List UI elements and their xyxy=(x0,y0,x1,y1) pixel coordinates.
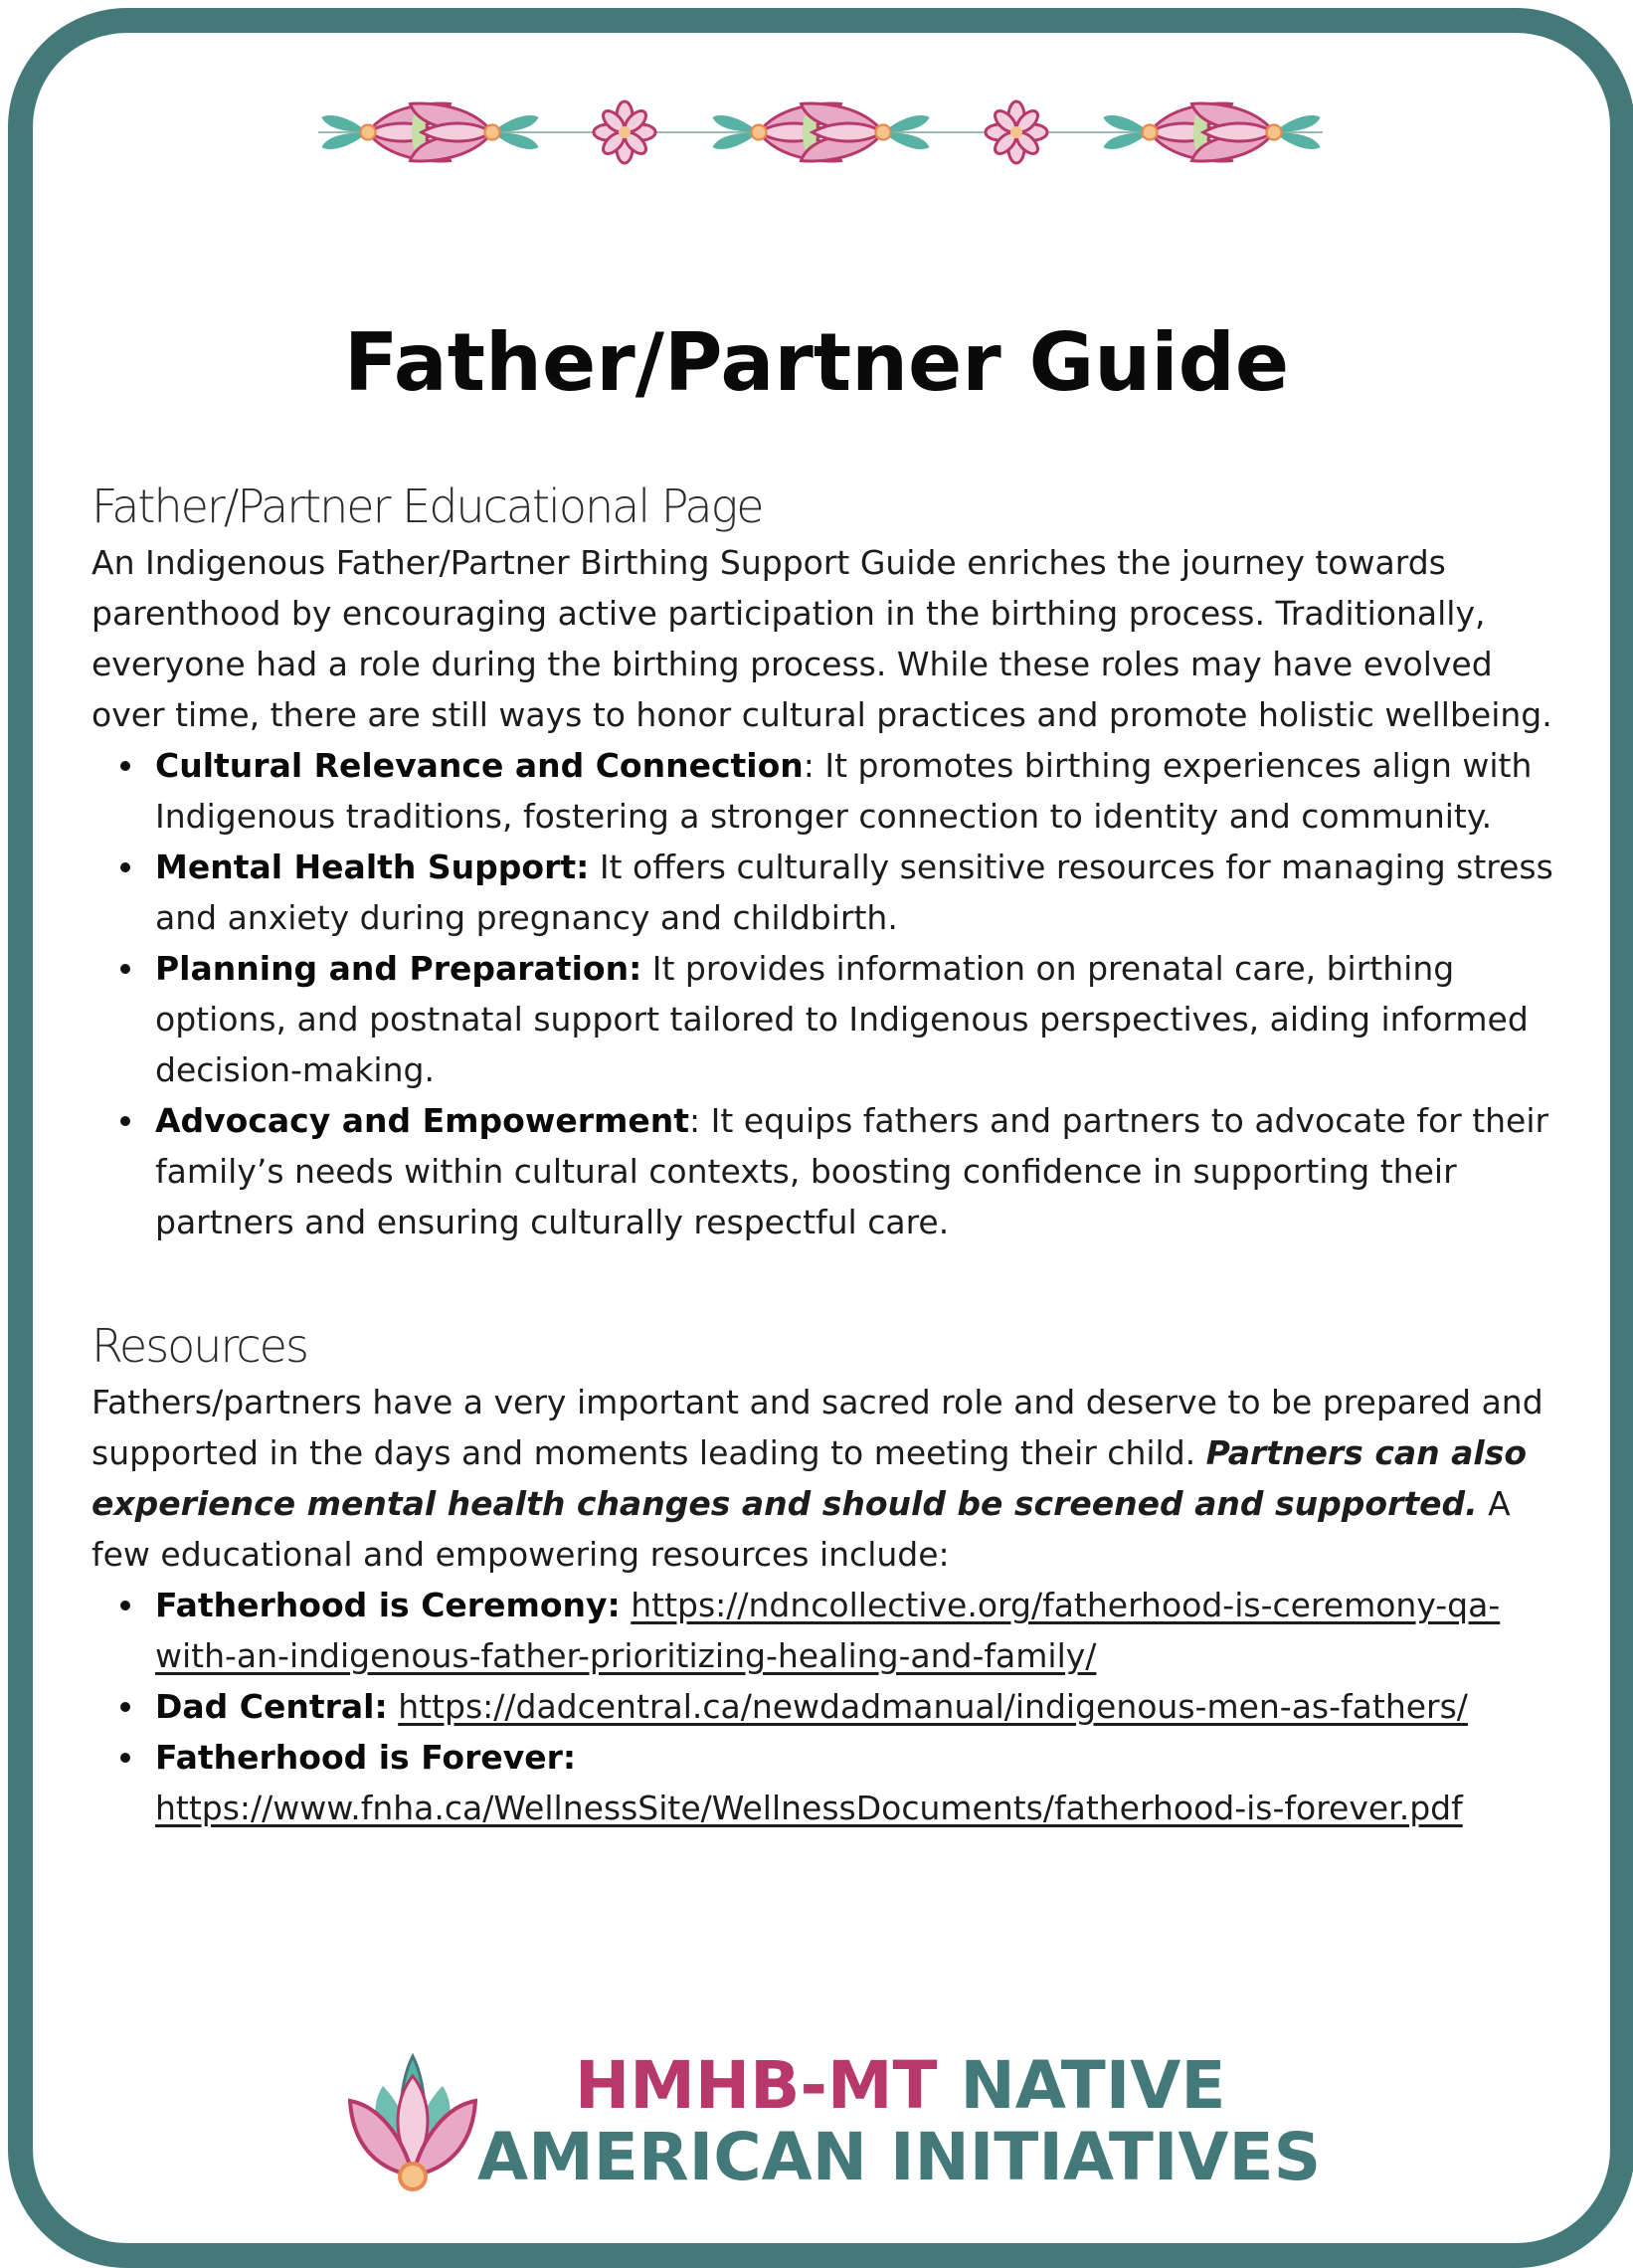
resource-link[interactable]: https://dadcentral.ca/newdadmanual/indigenous-men-as-fathers/ xyxy=(398,1687,1468,1726)
resource-name: Fatherhood is Ceremony: xyxy=(155,1586,621,1624)
main-content xyxy=(91,479,1553,1833)
list-item xyxy=(155,1095,1553,1247)
list-item-separator: : xyxy=(803,746,815,785)
resources-intro-start: Fathers/partners have a very important and sacred role and deserve to be prepared and supported in the days and moments leading to meeting their child. xyxy=(91,1383,1543,1472)
floral-border-decoration xyxy=(278,78,1362,187)
resources-intro xyxy=(91,1377,1553,1580)
list-item xyxy=(155,943,1553,1095)
list-item xyxy=(155,740,1553,842)
organization-logo xyxy=(348,2041,1322,2205)
list-item-term: Mental Health Support: xyxy=(155,848,590,886)
list-item-text: It provides information on prenatal care, birthing options, and postnatal support tailored to Indigenous perspectives, aiding informed decision-making. xyxy=(155,949,1529,1089)
benefits-list xyxy=(91,740,1553,1247)
section-heading-resources: Resources xyxy=(91,1319,307,1373)
list-item-term: Cultural Relevance and Connection xyxy=(155,746,804,785)
resource-name: Dad Central: xyxy=(155,1687,388,1726)
list-item-text: It offers culturally sensitive resources for managing stress and anxiety during pregnancy and childbirth. xyxy=(155,848,1553,937)
resource-link[interactable]: https://www.fnha.ca/WellnessSite/WellnessDocuments/fatherhood-is-forever.pdf xyxy=(155,1789,1463,1827)
resource-item-fatherhood-ceremony xyxy=(155,1580,1553,1681)
resources-list xyxy=(91,1580,1553,1833)
list-item-term: Advocacy and Empowerment xyxy=(155,1101,690,1140)
lotus-logo-icon xyxy=(348,2041,477,2200)
list-item-text: It equips fathers and partners to advocate for their family’s needs within cultural contexts, boosting confidence in supporting their partners and ensuring culturally respectful care. xyxy=(155,1101,1549,1241)
logo-text-native: NATIVE xyxy=(937,2047,1226,2124)
list-item-separator: : xyxy=(689,1101,701,1140)
section-heading-educational: Father/Partner Educational Page xyxy=(91,479,763,533)
resources-intro-emphasis: Partners can also experience mental health changes and should be screened and supported. xyxy=(91,1433,1528,1523)
resources-section xyxy=(91,1319,1553,1833)
list-item xyxy=(155,842,1553,943)
resource-link[interactable]: https://ndncollective.org/fatherhood-is-ceremony-qa-with-an-indigenous-father-prioritizing-healing-and-family/ xyxy=(155,1586,1501,1675)
resource-name: Fatherhood is Forever: xyxy=(155,1738,577,1777)
list-item-text: It promotes birthing experiences align with Indigenous traditions, fostering a stronger connection to identity and community. xyxy=(155,746,1533,836)
resource-item-fatherhood-forever xyxy=(155,1732,1553,1833)
educational-section xyxy=(91,479,1553,1247)
resource-item-dad-central xyxy=(155,1681,1553,1732)
logo-text-line-1 xyxy=(575,2047,1226,2124)
resources-intro-end: A few educational and empowering resources include: xyxy=(91,1484,1511,1574)
educational-intro: An Indigenous Father/Partner Birthing Support Guide enriches the journey towards parenthood by encouraging active participation in the birthing process. Traditionally, everyone had a role during the birthing process. While these roles may have evolved over time, there are still ways to honor cultural practices and promote holistic wellbeing. xyxy=(91,543,1552,734)
logo-text-line-2: AMERICAN INITIATIVES xyxy=(477,2119,1322,2195)
logo-text-hmhb: HMHB-MT xyxy=(575,2047,938,2124)
list-item-term: Planning and Preparation: xyxy=(155,949,642,988)
page-title: Father/Partner Guide xyxy=(343,316,1290,409)
